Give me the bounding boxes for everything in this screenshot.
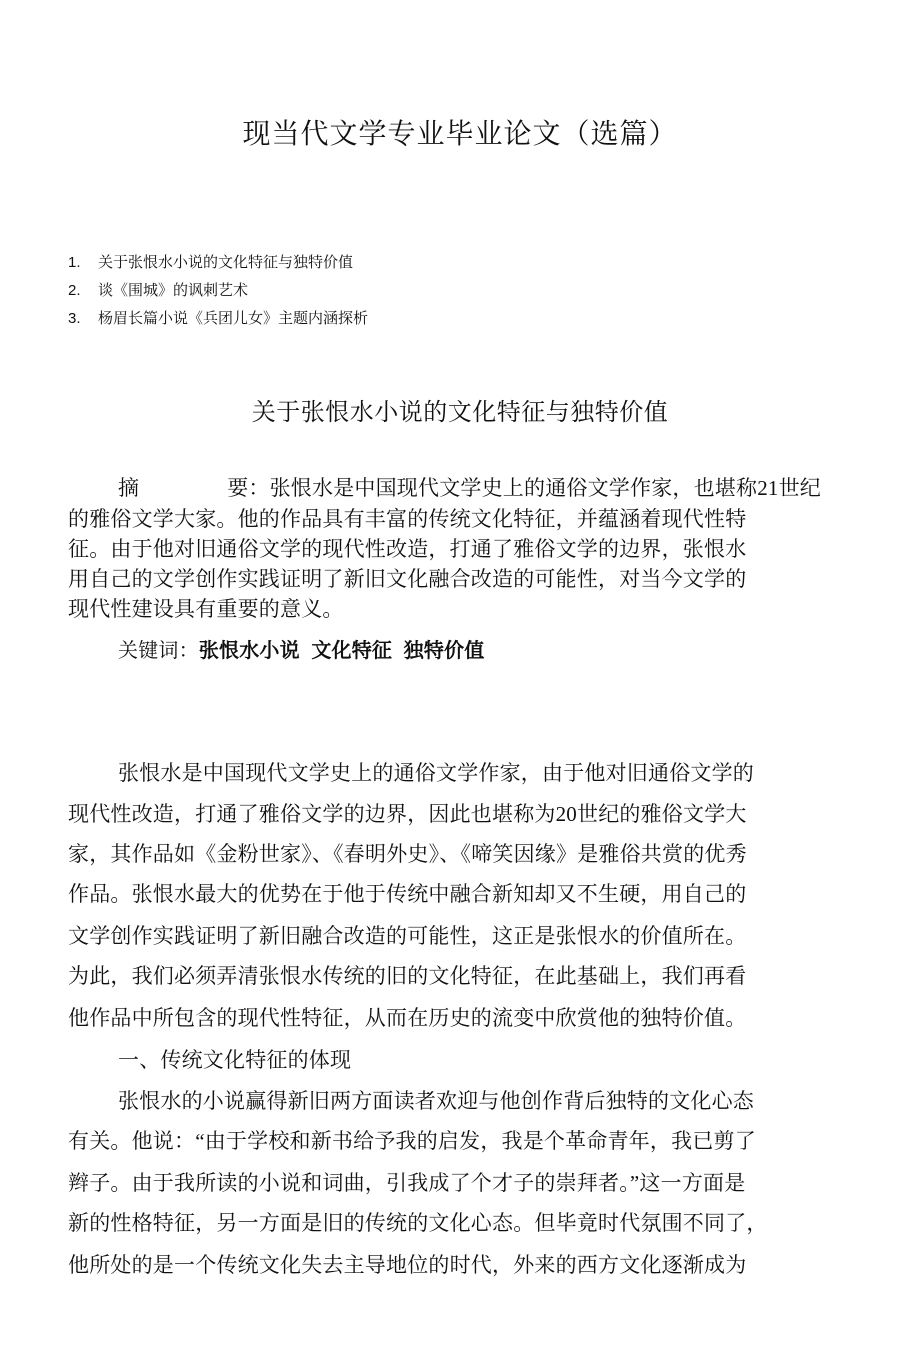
toc-item bbox=[68, 279, 248, 300]
toc-number: 2. bbox=[68, 282, 81, 299]
body-line: 现代性改造，打通了雅俗文学的边界，因此也堪称为20世纪的雅俗文学大 bbox=[68, 802, 747, 826]
body-line: 辫子。由于我所读的小说和词曲，引我成了个才子的崇拜者。”这一方面是 bbox=[68, 1171, 746, 1195]
abstract-line: 的雅俗文学大家。他的作品具有丰富的传统文化特征，并蕴涵着现代性特 bbox=[68, 507, 747, 531]
abstract-label-b: 要： bbox=[227, 476, 270, 500]
document-title: 现当代文学专业毕业论文（选篇） bbox=[242, 118, 678, 149]
abstract-line: 现代性建设具有重要的意义。 bbox=[68, 597, 344, 621]
keywords-line bbox=[118, 634, 484, 663]
abstract-line bbox=[118, 472, 821, 502]
toc-item bbox=[68, 307, 368, 328]
toc-item bbox=[68, 251, 353, 272]
section-heading: 一、传统文化特征的体现 bbox=[118, 1048, 352, 1072]
body-line: 他作品中所包含的现代性特征，从而在历史的流变中欣赏他的独特价值。 bbox=[68, 1006, 747, 1030]
toc-number: 3. bbox=[68, 310, 81, 327]
abstract-text: 张恨水是中国现代文学史上的通俗文学作家，也堪称21世纪 bbox=[269, 476, 822, 500]
keywords-label: 关键词： bbox=[118, 640, 199, 662]
body-line: 作品。张恨水最大的优势在于他于传统中融合新知却又不生硬，用自己的 bbox=[68, 882, 747, 906]
body-line: 张恨水的小说赢得新旧两方面读者欢迎与他创作背后独特的文化心态 bbox=[118, 1089, 754, 1113]
abstract-label-a: 摘 bbox=[118, 476, 140, 500]
abstract-line: 用自己的文学创作实践证明了新旧文化融合改造的可能性，对当今文学的 bbox=[68, 567, 747, 591]
body-line: 张恨水是中国现代文学史上的通俗文学作家，由于他对旧通俗文学的 bbox=[118, 761, 754, 785]
body-line: 家，其作品如《金粉世家》、《春明外史》、《啼笑因缘》是雅俗共赏的优秀 bbox=[68, 842, 747, 866]
toc-label: 谈《围城》的讽刺艺术 bbox=[98, 282, 249, 299]
toc-number: 1. bbox=[68, 254, 81, 271]
body-line: 新的性格特征，另一方面是旧的传统的文化心态。但毕竟时代氛围不同了， bbox=[68, 1211, 768, 1235]
section-title: 关于张恨水小说的文化特征与独特价值 bbox=[251, 399, 669, 426]
abstract-line: 征。由于他对旧通俗文学的现代性改造，打通了雅俗文学的边界，张恨水 bbox=[68, 537, 747, 561]
toc-label: 关于张恨水小说的文化特征与独特价值 bbox=[98, 254, 354, 271]
body-line: 他所处的是一个传统文化失去主导地位的时代，外来的西方文化逐渐成为 bbox=[68, 1253, 747, 1277]
body-line: 有关。他说：“由于学校和新书给予我的启发，我是个革命青年，我已剪了 bbox=[68, 1129, 756, 1153]
body-line: 为此，我们必须弄清张恨水传统的旧的文化特征，在此基础上，我们再看 bbox=[68, 964, 747, 988]
body-line: 文学创作实践证明了新旧融合改造的可能性，这正是张恨水的价值所在。 bbox=[68, 924, 747, 948]
toc-label: 杨眉长篇小说《兵团儿女》主题内涵探析 bbox=[98, 310, 369, 327]
keywords-values: 张恨水小说 文化特征 独特价值 bbox=[198, 640, 485, 662]
